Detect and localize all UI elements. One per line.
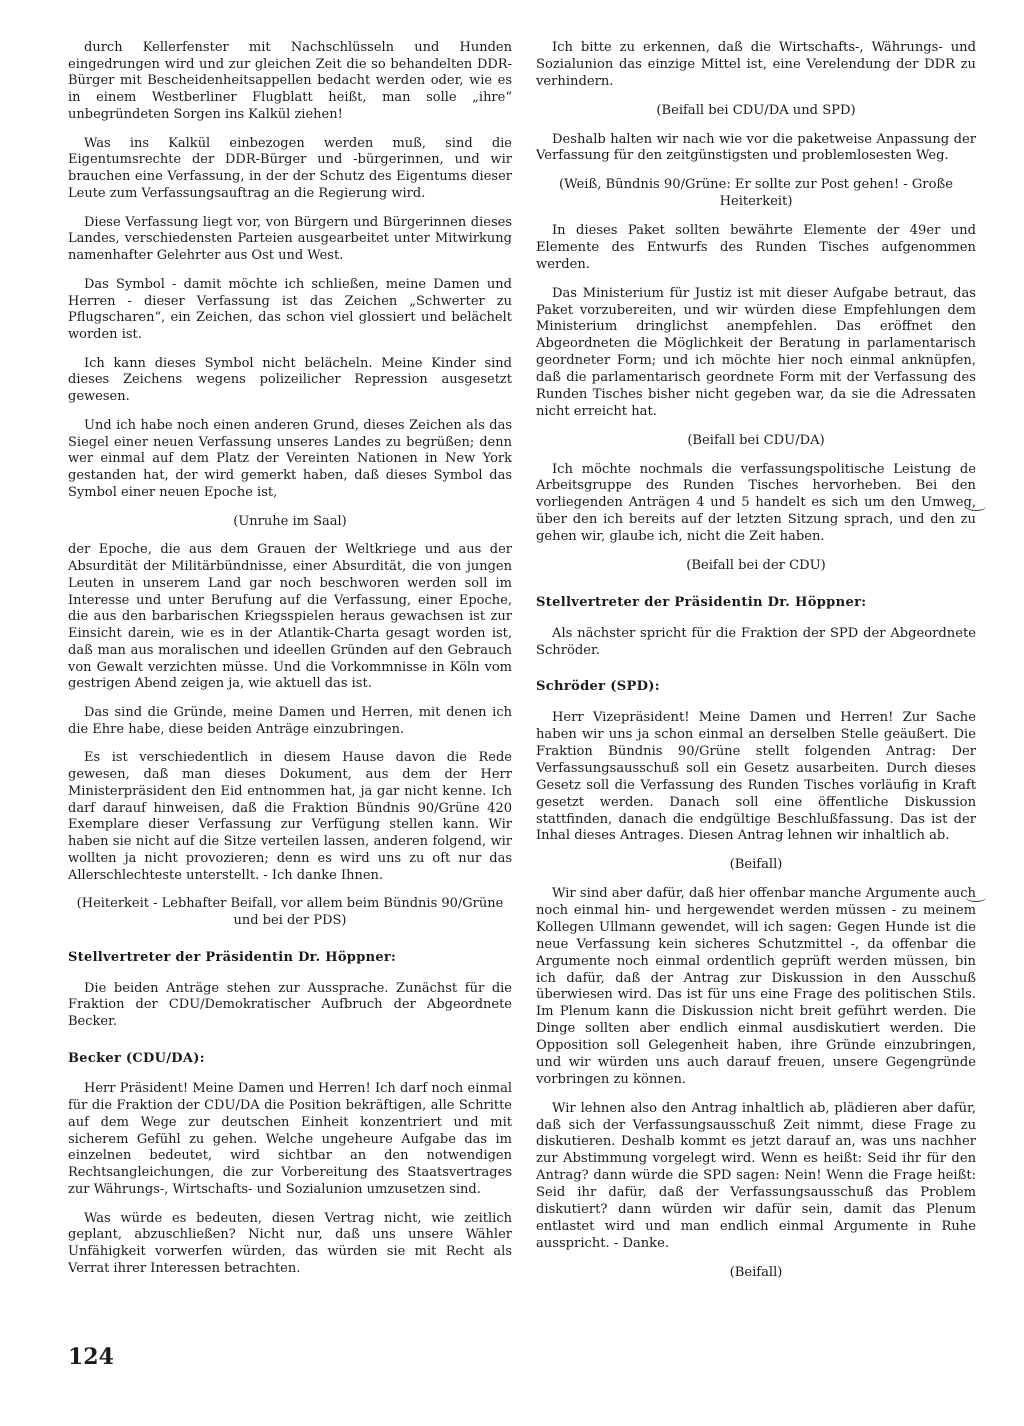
left-column <box>68 40 512 1290</box>
paragraph: durch Kellerfenster mit Nachschlüsseln und Hunden eingedrungen wird und zur gleichen Zeit die so behandelten DDR-Bürger mit Bescheidenheitsappellen bedacht werden oder, wie es in einem Westberliner Flugblatt heißt, man solle „ihre“ unbegründeten Sorgen ins Kalkül ziehen! <box>68 40 512 122</box>
paragraph: Deshalb halten wir nach wie vor die paketweise Anpassung der Verfassung für den zeitgünstigsten und problemlosesten Weg. <box>536 131 976 164</box>
paragraph: Was ins Kalkül einbezogen werden muß, sind die Eigentumsrechte der DDR-Bürger und -bürgerinnen, und wir brauchen eine Verfassung, in der der Schutz des Eigentums dieser Leute zum Verfassungsauftrag an die Regierung wird. <box>68 135 512 201</box>
paragraph: Das Symbol - damit möchte ich schließen, meine Damen und Herren - dieser Verfassung ist das Zeichen „Schwerter zu Pflugscharen“, ein Zeichen, das schon viel glossiert und belächelt worden ist. <box>68 276 512 343</box>
paragraph: Wir lehnen also den Antrag inhaltlich ab, plädieren aber dafür, daß sich der Verfassungsausschuß Zeit nimmt, diese Frage zu diskutieren. Deshalb kommt es jetzt darauf an, was uns nachher zur Abstimmung vorgelegt wird. Wenn es heißt: Seid ihr für den Antrag? dann würde die SPD sagen: Nein! Wenn die Frage heißt: Seid ihr dafür, daß der Verfassungsausschuß das Problem diskutiert? dann würden wir dafür sein, damit das Plenum entlastet wird und man endlich einmal Argumente in Ruhe ausspricht. - Danke. <box>536 1100 976 1251</box>
paragraph: Herr Vizepräsident! Meine Damen und Herren! Zur Sache haben wir uns ja schon einmal an derselben Stelle geäußert. Die Fraktion Bündnis 90/Grüne stellt folgenden Antrag: Der Verfassungsausschuß soll ein Gesetz ausarbeiten. Durch dieses Gesetz soll die Verfassung des Runden Tisches vorläufig in Kraft gesetzt werden. Danach soll eine öffentliche Diskussion stattfinden, danach die endgültige Beschlußfassung. Das ist der Inhal dieses Antrages. Diesen Antrag lehnen wir inhaltlich ab. <box>536 710 976 844</box>
stage-direction: (Heiterkeit - Lebhafter Beifall, vor allem beim Bündnis 90/Grüne und bei der PDS) <box>76 896 504 929</box>
paragraph: In dieses Paket sollten bewährte Elemente der 49er und Elemente des Entwurfs des Runden Tisches aufgenommen werden. <box>536 223 976 272</box>
paragraph: Das Ministerium für Justiz ist mit dieser Aufgabe betraut, das Paket vorzubereiten, und wir würden diese Empfehlungen dem Ministerium dringlichst anempfehlen. Das eröffnet den Abgeordneten die Möglichkeit der Beratung in parlamentarisch geordneter Form; und ich möchte hier noch einmal anknüpfen, daß die parlamentarisch geordnete Form mit der Verfassung des Runden Tisches bisher nicht gegeben war, da sie die Adressaten nicht erreicht hat. <box>536 285 976 419</box>
stage-direction: (Beifall) <box>729 857 783 873</box>
speaker-heading: Stellvertreter der Präsidentin Dr. Höppner: <box>68 949 397 965</box>
page-number: 124 <box>68 1344 114 1370</box>
stage-direction: (Unruhe im Saal) <box>233 513 347 529</box>
paragraph: Ich kann dieses Symbol nicht belächeln. Meine Kinder sind dieses Zeichens wegens polizeilicher Repression ausgesetzt gewesen. <box>68 355 512 405</box>
paragraph: Das sind die Gründe, meine Damen und Herren, mit denen ich die Ehre habe, diese beiden Anträge einzubringen. <box>68 704 512 737</box>
paragraph: Was würde es bedeuten, diesen Vertrag nicht, wie zeitlich geplant, abzuschließen? Nicht nur, daß uns unsere Wähler Unfähigkeit vorwerfen würden, das würden sie mit Recht als Verrat ihrer Interessen betrachten. <box>68 1210 512 1276</box>
margin-mark <box>966 502 986 511</box>
paragraph: Herr Präsident! Meine Damen und Herren! Ich darf noch einmal für die Fraktion der CDU/DA die Position bekräftigen, alle Schritte auf dem Wege zur deutschen Einheit konzentriert und mit sicherem Gefühl zu gehen. Welche ungeheure Aufgabe das im einzelnen bedeutet, wird sichtbar an den notwendigen Rechtsangleichungen, die zur Vorbereitung des Staatsvertrages zur Währungs-, Wirtschafts- und Sozialunion umzusetzen sind. <box>68 1081 512 1197</box>
speaker-heading: Schröder (SPD): <box>536 679 660 695</box>
speaker-heading: Becker (CDU/DA): <box>68 1050 205 1066</box>
paragraph: Ich möchte nochmals die verfassungspolitische Leistung de Arbeitsgruppe des Runden Tisches hervorheben. Bei den vorliegenden Anträgen 4 und 5 handelt es sich um den Umweg, über den ich bereits auf der letzten Sitzung sprach, und den zu gehen wir, glaube ich, nicht die Zeit haben. <box>536 461 976 544</box>
paragraph: Ich bitte zu erkennen, daß die Wirtschafts-, Währungs- und Sozialunion das einzige Mittel ist, eine Verelendung der DDR zu verhindern. <box>536 40 976 89</box>
paragraph: Es ist verschiedentlich in diesem Hause davon die Rede gewesen, daß man dieses Dokument, aus dem der Herr Ministerpräsident den Eid entnommen hat, ja gar nicht kenne. Ich darf darauf hinweisen, daß die Fraktion Bündnis 90/Grüne 420 Exemplare dieser Verfassung zur Verfügung stellen kann. Wir haben sie nicht auf die Sitze verteilen lassen, anderen folgend, wir wollten ja nicht provozieren; denn es wird uns zu oft nur das Allerschlechteste unterstellt. - Ich danke Ihnen. <box>68 750 512 883</box>
stage-direction: (Beifall bei der CDU) <box>686 557 826 573</box>
paragraph: Diese Verfassung liegt vor, von Bürgern und Bürgerinnen dieses Landes, verschiedensten Parteien ausgearbeitet unter Mitwirkung namenhafter Gelehrter aus Ost und West. <box>68 214 512 264</box>
paragraph: der Epoche, die aus dem Grauen der Weltkriege und aus der Absurdität der Militärbündnisse, einer Absurdität, die von jungen Leuten in unserem Land gar noch beschworen werden soll im Interesse und unter Berufung auf die Verfassung, einer Epoche, die aus den barbarischen Kriegsspielen heraus gewachsen ist zur Einsicht darein, wie es in der Atlantik-Charta gesagt worden ist, daß man aus moralischen und ideellen Gründen auf den Gebrauch von Gewalt verzichten müsse. Und die Vorkommnisse in Köln vom gestrigen Abend zeigen ja, wie aktuell das ist. <box>68 542 512 692</box>
stage-direction: (Beifall bei CDU/DA) <box>687 432 825 448</box>
paragraph: Und ich habe noch einen anderen Grund, dieses Zeichen als das Siegel einer neuen Verfassung unseres Landes zu begrüßen; denn wer einmal auf dem Platz der Vereinten Nationen in New York gestanden hat, der wird gemerkt haben, daß dieses Symbol das Symbol einer neuen Epoche ist, <box>68 417 512 500</box>
margin-mark <box>966 893 986 902</box>
stage-direction: (Weiß, Bündnis 90/Grüne: Er sollte zur Post gehen! - Große Heiterkeit) <box>559 177 953 210</box>
stage-direction: (Beifall bei CDU/DA und SPD) <box>656 102 856 118</box>
paragraph: Als nächster spricht für die Fraktion der SPD der Abgeordnete Schröder. <box>536 625 976 658</box>
paragraph: Wir sind aber dafür, daß hier offenbar manche Argumente auch noch einmal hin- und hergewendet werden müssen - zu meinem Kollegen Ullmann gewendet, will ich sagen: Gegen Hunde ist die neue Verfassung kein sicheres Schutzmittel -, da offenbar die Argumente noch einmal ordentlich geprüft werden müssen, bin ich dafür, daß der Antrag zur Diskussion in den Ausschuß überwiesen wird. Das ist für uns eine Frage des politischen Stils. Im Plenum kann die Diskussion nicht breit geführt werden. Die Dinge sollten aber endlich einmal ausdiskutiert werden. Die Opposition soll Gelegenheit haben, ihre Gründe einzubringen, und wir würden uns auch darauf freuen, unsere Gegengründe vorbringen zu können. <box>536 886 976 1087</box>
stage-direction: (Beifall) <box>729 1264 783 1280</box>
speaker-heading: Stellvertreter der Präsidentin Dr. Höppner: <box>536 594 867 610</box>
paragraph: Die beiden Anträge stehen zur Aussprache. Zunächst für die Fraktion der CDU/Demokratischer Aufbruch der Abgeordnete Becker. <box>68 980 512 1029</box>
right-column <box>536 40 976 1293</box>
